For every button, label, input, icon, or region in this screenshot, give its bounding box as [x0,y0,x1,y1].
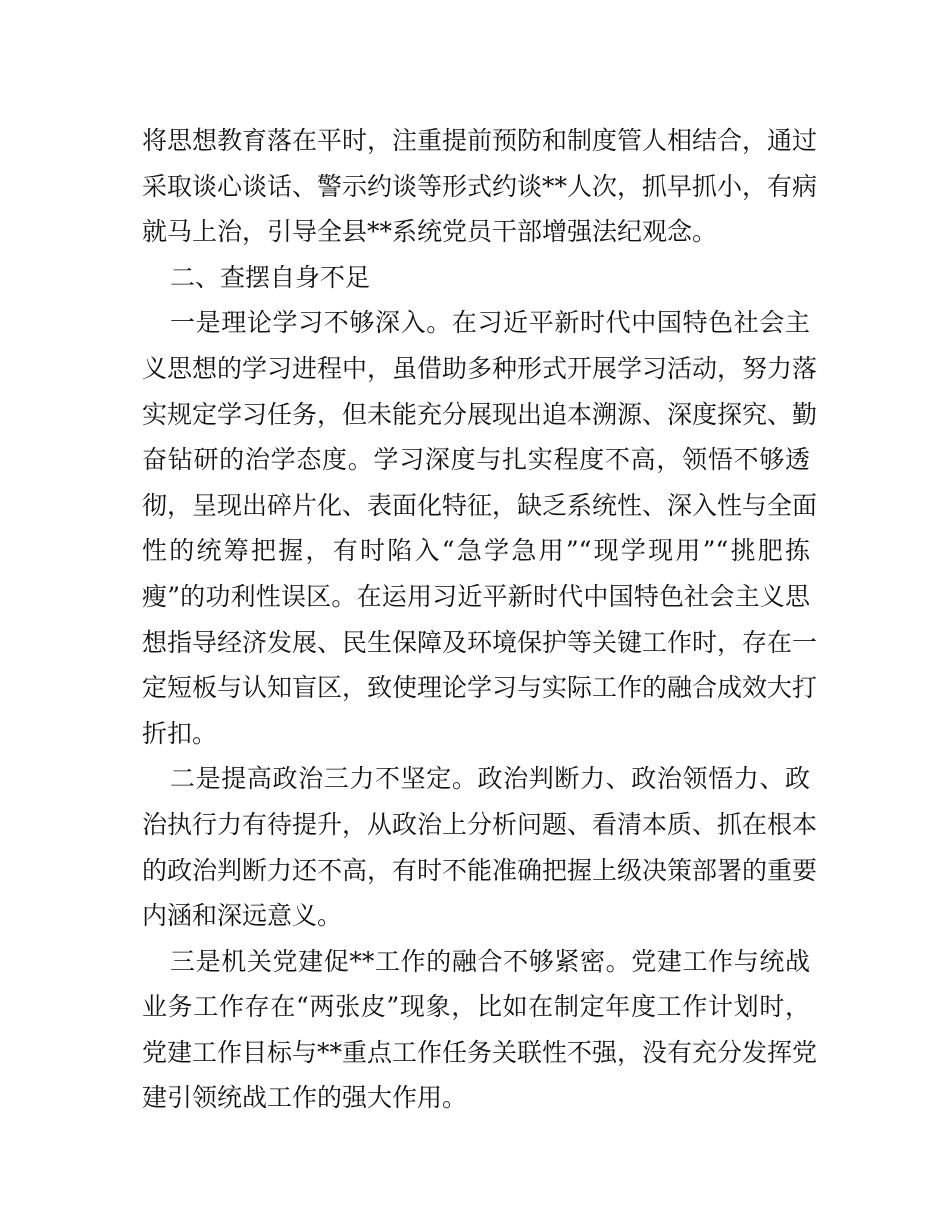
text-line: 彻，呈现出碎片化、表面化特征，缺乏系统性、深入性与全面 [142,490,818,520]
text-line: 折扣。 [142,718,218,748]
text-line: 将思想教育落在平时，注重提前预防和制度管人相结合，通过 [142,126,818,155]
text-line: 实规定学习任务，但未能充分展现出追本溯源、深度探究、勤 [142,399,818,429]
document-body [142,118,818,1121]
text-line: 想指导经济发展、民生保障及环境保护等关键工作时，存在一 [142,627,818,657]
text-line: 党建工作目标与**重点工作任务关联性不强，没有充分发挥党 [142,1037,818,1067]
text-line: 奋钻研的治学态度。学习深度与扎实程度不高，领悟不够透 [142,445,810,475]
text-line: 建引领统战工作的强大作用。 [142,1083,468,1113]
section-heading [142,255,810,301]
text-line: 采取谈心谈话、警示约谈等形式约谈**人次，抓早抓小，有病 [142,171,818,201]
text-line: 就马上治，引导全县**系统党员干部增强法纪观念。 [142,217,718,247]
text-line: 二是提高政治三力不坚定。政治判断力、政治领悟力、政 [170,764,810,794]
text-line: 性的统筹把握，有时陷入“急学急用”“现学现用”“挑肥拣 [142,536,810,566]
text-line: 二、查摆自身不足 [170,262,371,292]
text-line: 瘦”的功利性误区。在运用习近平新时代中国特色社会主义思 [142,581,810,611]
text-line: 义思想的学习进程中，虽借助多种形式开展学习活动，努力落 [142,353,818,383]
text-line: 治执行力有待提升，从政治上分析问题、看清本质、抓在根本 [142,809,818,839]
text-line: 的政治判断力还不高，有时不能准确把握上级决策部署的重要 [142,855,818,885]
paragraph [142,300,818,756]
text-line: 一是理论学习不够深入。在习近平新时代中国特色社会主 [170,308,810,338]
text-line: 业务工作存在“两张皮”现象，比如在制定年度工作计划时， [142,992,810,1022]
text-line: 内涵和深远意义。 [142,901,343,931]
paragraph [142,756,818,938]
paragraph [142,939,818,1121]
paragraph [142,118,818,255]
text-line: 定短板与认知盲区，致使理论学习与实际工作的融合成效大打 [142,673,818,703]
text-line: 三是机关党建促**工作的融合不够紧密。党建工作与统战 [170,946,810,976]
